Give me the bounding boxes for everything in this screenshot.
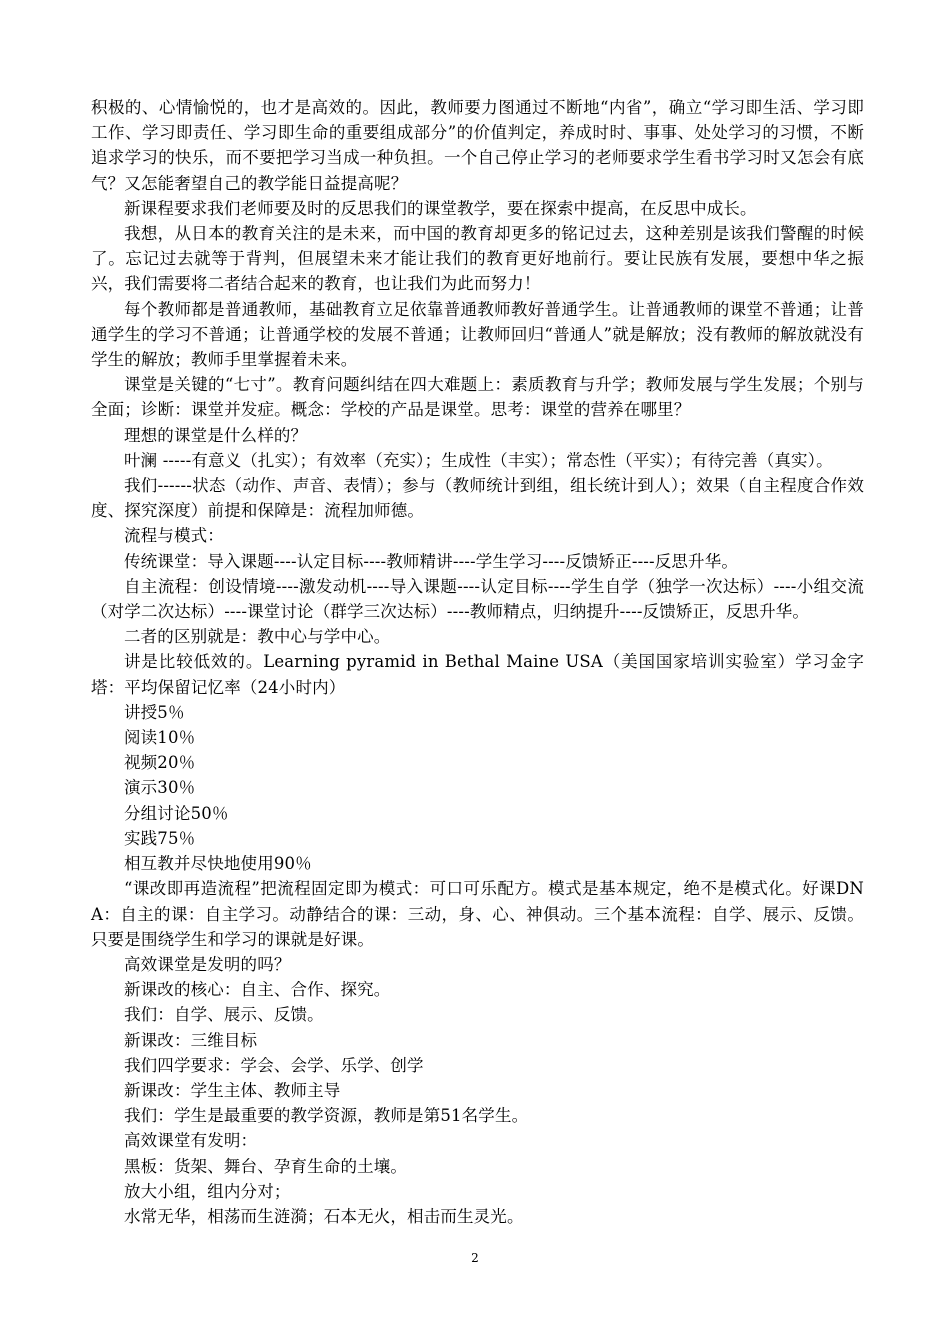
paragraph: 传统课堂：导入课题----认定目标----教师精讲----学生学习----反馈矫正----反思升华。 [124, 551, 739, 571]
paragraph: 新课程要求我们老师要及时的反思我们的课堂教学，要在探索中提高，在反思中成长。 [124, 198, 757, 218]
page-number: 2 [471, 1251, 479, 1265]
paragraph: 积极的、心情愉悦的，也才是高效的。因此，教师要力图通过不断地“内省”，确立“学习即生活、学习即工作、学习即责任、学习即生命的重要组成部分”的价值判定，养成时时、事事、处处学习的习惯，不断追求学习的快乐，而不要把学习当成一种负担。一个自己停止学习的老师要求学生看书学习时又怎会有底气？又怎能奢望自己的教学能日益提高呢？ [91, 98, 864, 193]
paragraph: 流程与模式： [124, 526, 224, 546]
paragraph: 高效课堂有发明： [124, 1131, 258, 1151]
list-item: 讲授5％ [124, 702, 185, 722]
paragraph: 水常无华，相荡而生涟漪；石本无火，相击而生灵光。 [124, 1206, 524, 1226]
list-item: 分组讨论50％ [124, 803, 229, 823]
paragraph: 二者的区别就是：教中心与学中心。 [124, 627, 391, 647]
paragraph: 叶澜 -----有意义（扎实）；有效率（充实）；生成性（丰实）；常态性（平实）；有待完善（真实）。 [124, 450, 833, 470]
paragraph: 高效课堂是发明的吗？ [124, 954, 291, 974]
paragraph: 新课改：学生主体、教师主导 [124, 1080, 341, 1100]
paragraph: 新课改：三维目标 [124, 1030, 258, 1050]
paragraph: 我们------状态（动作、声音、表情）；参与（教师统计到组，组长统计到人）；效果（自主程度合作效度、探究深度）前提和保障是：流程加师德。 [91, 476, 864, 521]
paragraph: 黑板：货架、舞台、孕育生命的土壤。 [124, 1156, 408, 1176]
paragraph: 新课改的核心：自主、合作、探究。 [124, 980, 391, 1000]
list-item: 相互教并尽快地使用90％ [124, 854, 312, 874]
paragraph: 讲是比较低效的。Learning pyramid in Bethal Maine USA（美国国家培训实验室）学习金字塔：平均保留记忆率（24小时内） [91, 652, 864, 697]
paragraph: 我们四学要求：学会、会学、乐学、创学 [124, 1055, 424, 1075]
paragraph: 自主流程：创设情境----激发动机----导入课题----认定目标----学生自学（独学一次达标）----小组交流（对学二次达标）----课堂讨论（群学三次达标）----教师精点，归纳提升----反馈矫正，反思升华。 [91, 576, 864, 622]
paragraph: 课堂是关键的“七寸”。教育问题纠结在四大难题上：素质教育与升学；教师发展与学生发展；个别与全面；诊断：课堂并发症。概念：学校的产品是课堂。思考：课堂的营养在哪里？ [91, 375, 864, 420]
paragraph: 每个教师都是普通教师，基础教育立足依靠普通教师教好普通学生。让普通教师的课堂不普通；让普通学生的学习不普通；让普通学校的发展不普通；让教师回归“普通人”就是解放；没有教师的解放就没有学生的解放；教师手里掌握着未来。 [91, 299, 864, 370]
list-item: 实践75％ [124, 828, 196, 848]
paragraph: 我们：学生是最重要的教学资源，教师是第51名学生。 [124, 1106, 529, 1126]
paragraph: 我们：自学、展示、反馈。 [124, 1005, 324, 1025]
document-body [91, 95, 864, 1229]
paragraph: 理想的课堂是什么样的？ [124, 425, 308, 445]
list-item: 演示30％ [124, 778, 196, 798]
paragraph: “课改即再造流程”把流程固定即为模式：可口可乐配方。模式是基本规定，绝不是模式化。好课DNA：自主的课：自主学习。动静结合的课：三动，身、心、神俱动。三个基本流程：自学、展示、反馈。只要是围绕学生和学习的课就是好课。 [91, 879, 864, 949]
paragraph: 放大小组，组内分对； [124, 1181, 291, 1201]
paragraph: 我想，从日本的教育关注的是未来，而中国的教育却更多的铭记过去，这种差别是该我们警醒的时候了。忘记过去就等于背判，但展望未来才能让我们的教育更好地前行。要让民族有发展，要想中华之振兴，我们需要将二者结合起来的教育，也让我们为此而努力！ [91, 224, 864, 294]
list-item: 阅读10％ [124, 728, 196, 748]
list-item: 视频20％ [124, 753, 196, 773]
